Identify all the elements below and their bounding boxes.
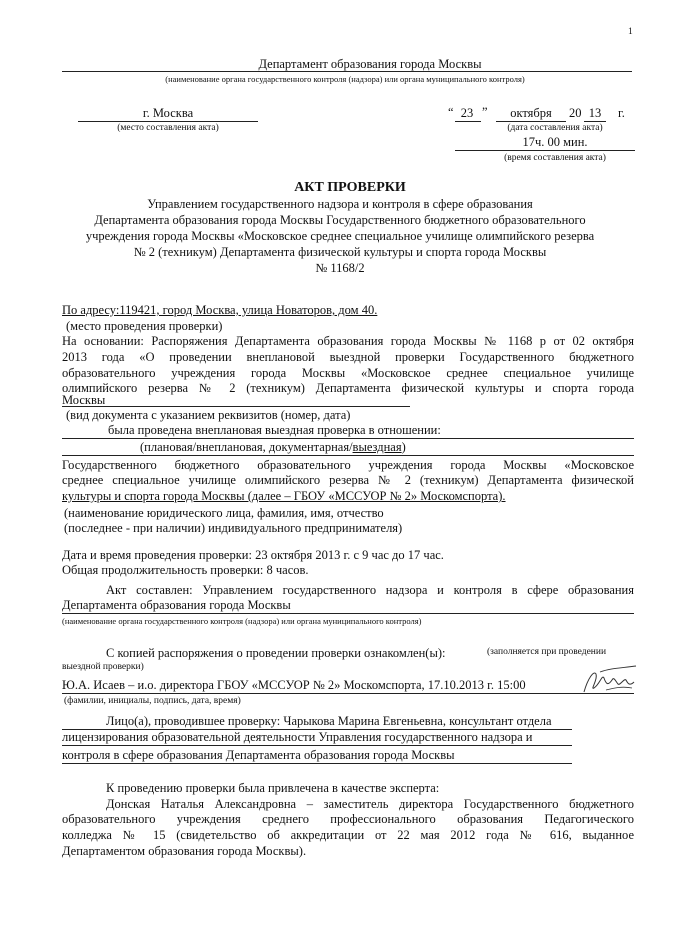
subject-caption-1: (наименование юридического лица, фамилия, имя, отчество bbox=[64, 506, 384, 520]
org-caption: (наименование органа государственного контроля (надзора) или органа муниципального контроля) bbox=[165, 74, 525, 84]
type-caption-b: выездная bbox=[352, 440, 402, 454]
subject-line: Государственного бюджетного образовательного учреждения города Москвы «Московское bbox=[62, 458, 634, 472]
compiled-caption: (наименование органа государственного контроля (надзора) или органа муниципального контроля) bbox=[62, 616, 422, 626]
doc-number: № 1168/2 bbox=[315, 261, 365, 275]
doc-title: АКТ ПРОВЕРКИ bbox=[294, 180, 406, 195]
date-quote-open: “ bbox=[448, 105, 454, 119]
date-year-prefix: 20 bbox=[569, 106, 582, 120]
page-number: 1 bbox=[628, 27, 633, 37]
basis-line: олимпийского резерва № 2 (техникум) Департамента физической культуры и спорта города bbox=[62, 381, 634, 395]
date-quote-close: ” bbox=[482, 105, 488, 119]
duration-line: Общая продолжительность проверки: 8 часов. bbox=[62, 563, 309, 577]
held-text: была проведена внеплановая выездная проверка в отношении: bbox=[108, 423, 441, 437]
compiled-last: Департамента образования города Москвы bbox=[62, 598, 291, 612]
org-name: Департамент образования города Москвы bbox=[258, 57, 482, 71]
copy-line: С копией распоряжения о проведении проверки ознакомлен(ы): bbox=[106, 646, 446, 660]
basis-last: Москвы bbox=[62, 393, 106, 407]
expert-last: Департаментом образования города Москвы). bbox=[62, 844, 307, 858]
title-line: учреждения города Москвы «Московское среднее специальное училище олимпийского резерва bbox=[85, 229, 595, 243]
type-caption-c: ) bbox=[401, 440, 406, 454]
subject-line: среднее специальное училище олимпийского резерва № 2 (техникум) Департамента физической bbox=[62, 473, 634, 487]
date-day: 23 bbox=[460, 106, 474, 120]
basis-line: образовательного учреждения города Москвы «Московское среднее специальное училище bbox=[62, 366, 634, 380]
title-line: № 2 (техникум) Департамента физической культуры и спорта города Москвы bbox=[133, 245, 547, 259]
time: 17ч. 00 мин. bbox=[522, 135, 588, 149]
date-year-suffix: 13 bbox=[588, 106, 602, 120]
subject-caption-2: (последнее - при наличии) индивидуального предпринимателя) bbox=[64, 521, 403, 535]
date-g: г. bbox=[618, 106, 625, 120]
address: По адресу:119421, город Москва, улица Новаторов, дом 40. bbox=[62, 303, 378, 317]
acq-caption: (фамилии, инициалы, подпись, дата, время) bbox=[64, 696, 241, 706]
acq-line: Ю.А. Исаев – и.о. директора ГБОУ «МССУОР № 2» Москомспорта, 17.10.2013 г. 15:00 bbox=[62, 678, 526, 692]
place: г. Москва bbox=[142, 106, 194, 120]
inspector-line-3: контроля в сфере образования Департамента образования города Москвы bbox=[62, 748, 455, 762]
expert-line: колледжа № 15 (свидетельство об аккредитации от 22 мая 2012 года № 616, выданное bbox=[62, 828, 634, 842]
basis-caption: (вид документа с указанием реквизитов (номер, дата) bbox=[66, 408, 351, 422]
copy-note-1: (заполняется при проведении bbox=[487, 647, 607, 657]
title-line: Управлением государственного надзора и контроля в сфере образования bbox=[147, 197, 533, 211]
expert-line: Донская Наталья Александровна – заместитель директора Государственного бюджетного bbox=[106, 797, 634, 811]
subject-last: культуры и спорта города Москвы (далее – ГБОУ «МССУОР № 2» Москомспорта). bbox=[62, 489, 506, 503]
expert-intro: К проведению проверки была привлечена в качестве эксперта: bbox=[106, 781, 440, 795]
date-month: октября bbox=[510, 106, 552, 120]
signature-image bbox=[580, 664, 638, 698]
compiled-line: Акт составлен: Управлением государственного надзора и контроля в сфере образования bbox=[106, 583, 634, 597]
address-caption: (место проведения проверки) bbox=[66, 319, 223, 333]
title-line: Департамента образования города Москвы Государственного бюджетного образовательного bbox=[94, 213, 586, 227]
basis-line: 2013 года «О проведении внеплановой выездной проверки Государственного бюджетного bbox=[62, 350, 634, 364]
expert-line: образовательного учреждения среднего профессионального образования Педагогического bbox=[62, 812, 634, 826]
datetime-line: Дата и время проведения проверки: 23 октября 2013 г. с 9 час до 17 час. bbox=[62, 548, 444, 562]
place-caption: (место составления акта) bbox=[117, 123, 219, 133]
inspector-line-1: Лицо(а), проводившее проверку: Чарыкова Марина Евгеньевна, консультант отдела bbox=[106, 714, 552, 728]
copy-note-2: выездной проверки) bbox=[62, 662, 144, 672]
type-caption-a: (плановая/внеплановая, документарная/ bbox=[140, 440, 353, 454]
inspector-line-2: лицензирования образовательной деятельности Управления государственного надзора и bbox=[62, 730, 533, 744]
basis-line: На основании: Распоряжения Департамента образования города Москвы № 1168 р от 02 октября bbox=[62, 334, 634, 348]
time-caption: (время составления акта) bbox=[504, 153, 606, 163]
date-caption: (дата составления акта) bbox=[507, 123, 603, 133]
type-caption bbox=[140, 440, 406, 455]
